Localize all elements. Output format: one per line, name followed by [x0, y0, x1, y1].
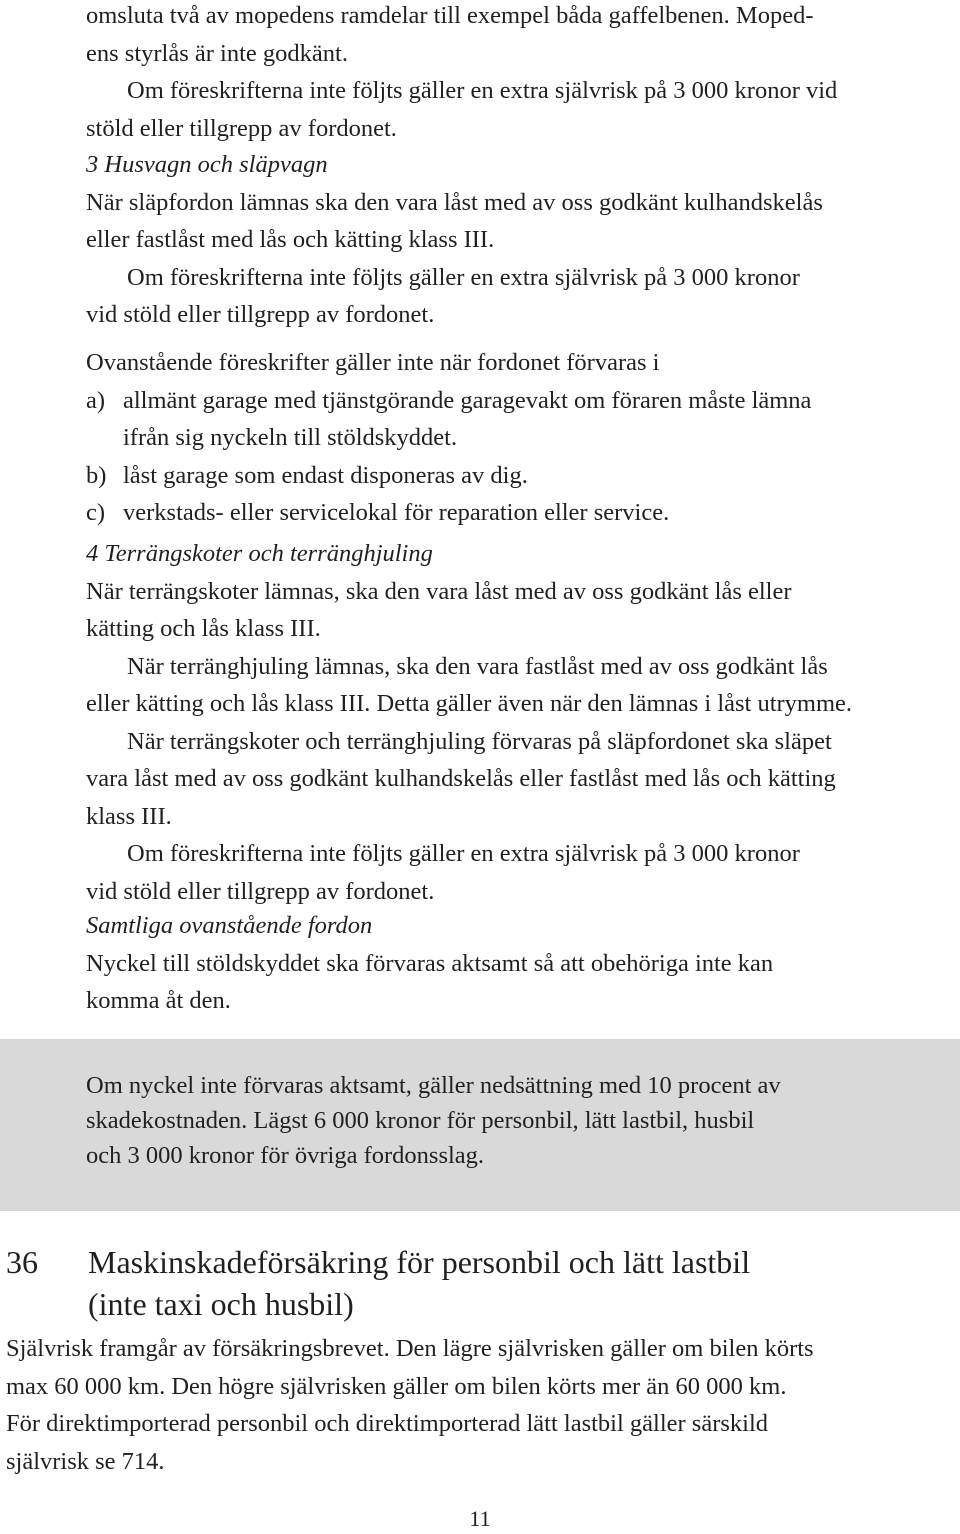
section-heading: 4 Terrängskoter och terränghjuling	[86, 540, 433, 567]
text-line: För direktimporterad personbil och direktimporterad lätt lastbil gäller särskild	[6, 1410, 769, 1437]
text-line: stöld eller tillgrepp av fordonet.	[86, 114, 397, 142]
text-line: ens styrlås är inte godkänt.	[86, 39, 348, 67]
text-line: När terrängskoter lämnas, ska den vara låst med av oss godkänt lås eller	[86, 577, 792, 605]
list-text: verkstads- eller servicelokal för reparation eller service.	[123, 499, 670, 526]
list-item	[86, 382, 960, 420]
list-text: låst garage som endast disponeras av dig.	[123, 461, 528, 489]
text-line: När terränghjuling lämnas, ska den vara fastlåst med av oss godkänt lås	[127, 652, 828, 680]
exceptions-block	[86, 344, 960, 532]
list-text-continued: ifrån sig nyckeln till stöldskyddet.	[123, 424, 458, 451]
terrang-section	[86, 535, 960, 910]
text-line: Självrisk framgår av försäkringsbrevet. Den lägre självrisken gäller om bilen körts	[6, 1335, 814, 1362]
moped-paragraph	[86, 0, 960, 147]
section-title-line: Maskinskadeförsäkring för personbil och lätt lastbil	[88, 1244, 751, 1280]
list-label: c)	[86, 499, 106, 526]
husvagn-section	[86, 146, 960, 334]
text-line: Om föreskrifterna inte följts gäller en extra självrisk på 3 000 kronor	[127, 263, 800, 291]
list-text: allmänt garage med tjänstgörande garagevakt om föraren måste lämna	[123, 386, 812, 414]
text-line: När släpfordon lämnas ska den vara låst med av oss godkänt kulhandskelås	[86, 188, 823, 216]
text-line: omsluta två av mopedens ramdelar till exempel båda gaffelbenen. Moped-	[86, 2, 814, 29]
text-line: När terrängskoter och terränghjuling förvaras på släpfordonet ska släpet	[127, 727, 832, 755]
text-line: Om föreskrifterna inte följts gäller en extra självrisk på 3 000 kronor vid	[127, 77, 838, 104]
section-title	[88, 1241, 750, 1325]
list-item	[86, 457, 960, 495]
text-line: och 3 000 kronor för övriga fordonsslag.	[86, 1142, 485, 1169]
text-line: Om nyckel inte förvaras aktsamt, gäller nedsättning med 10 procent av	[86, 1072, 781, 1099]
text-line: vid stöld eller tillgrepp av fordonet.	[86, 301, 435, 328]
list-label: b)	[86, 461, 107, 489]
text-line: Nyckel till stöldskyddet ska förvaras aktsamt så att obehöriga inte kan	[86, 949, 774, 977]
section-body	[6, 1330, 956, 1480]
section-number: 36	[6, 1244, 38, 1280]
text-line: eller kätting och lås klass III. Detta gäller även när den lämnas i låst utrymme.	[86, 690, 853, 717]
section-title-line: (inte taxi och husbil)	[88, 1286, 354, 1322]
text-line: komma åt den.	[86, 987, 231, 1014]
text-line: eller fastlåst med lås och kätting klass III.	[86, 226, 495, 253]
section-heading: Samtliga ovanstående fordon	[86, 912, 373, 939]
samtliga-section	[86, 907, 960, 1020]
section-heading: 3 Husvagn och släpvagn	[86, 151, 328, 178]
text-line: kätting och lås klass III.	[86, 615, 321, 642]
exceptions-intro: Ovanstående föreskrifter gäller inte när fordonet förvaras i	[86, 349, 660, 376]
list-item	[86, 494, 960, 532]
text-line: självrisk se 714.	[6, 1447, 165, 1475]
note-text	[86, 1068, 960, 1173]
text-line: Om föreskrifterna inte följts gäller en extra självrisk på 3 000 kronor	[127, 840, 800, 867]
text-line: vara låst med av oss godkänt kulhandskelås eller fastlåst med lås och kätting	[86, 765, 836, 792]
list-label: a)	[86, 386, 106, 414]
text-line: skadekostnaden. Lägst 6 000 kronor för personbil, lätt lastbil, husbil	[86, 1107, 755, 1134]
text-line: max 60 000 km. Den högre självrisken gäller om bilen körts mer än 60 000 km.	[6, 1372, 787, 1400]
text-line: vid stöld eller tillgrepp av fordonet.	[86, 877, 435, 905]
page-number: 11	[469, 1506, 491, 1531]
text-line: klass III.	[86, 802, 172, 830]
